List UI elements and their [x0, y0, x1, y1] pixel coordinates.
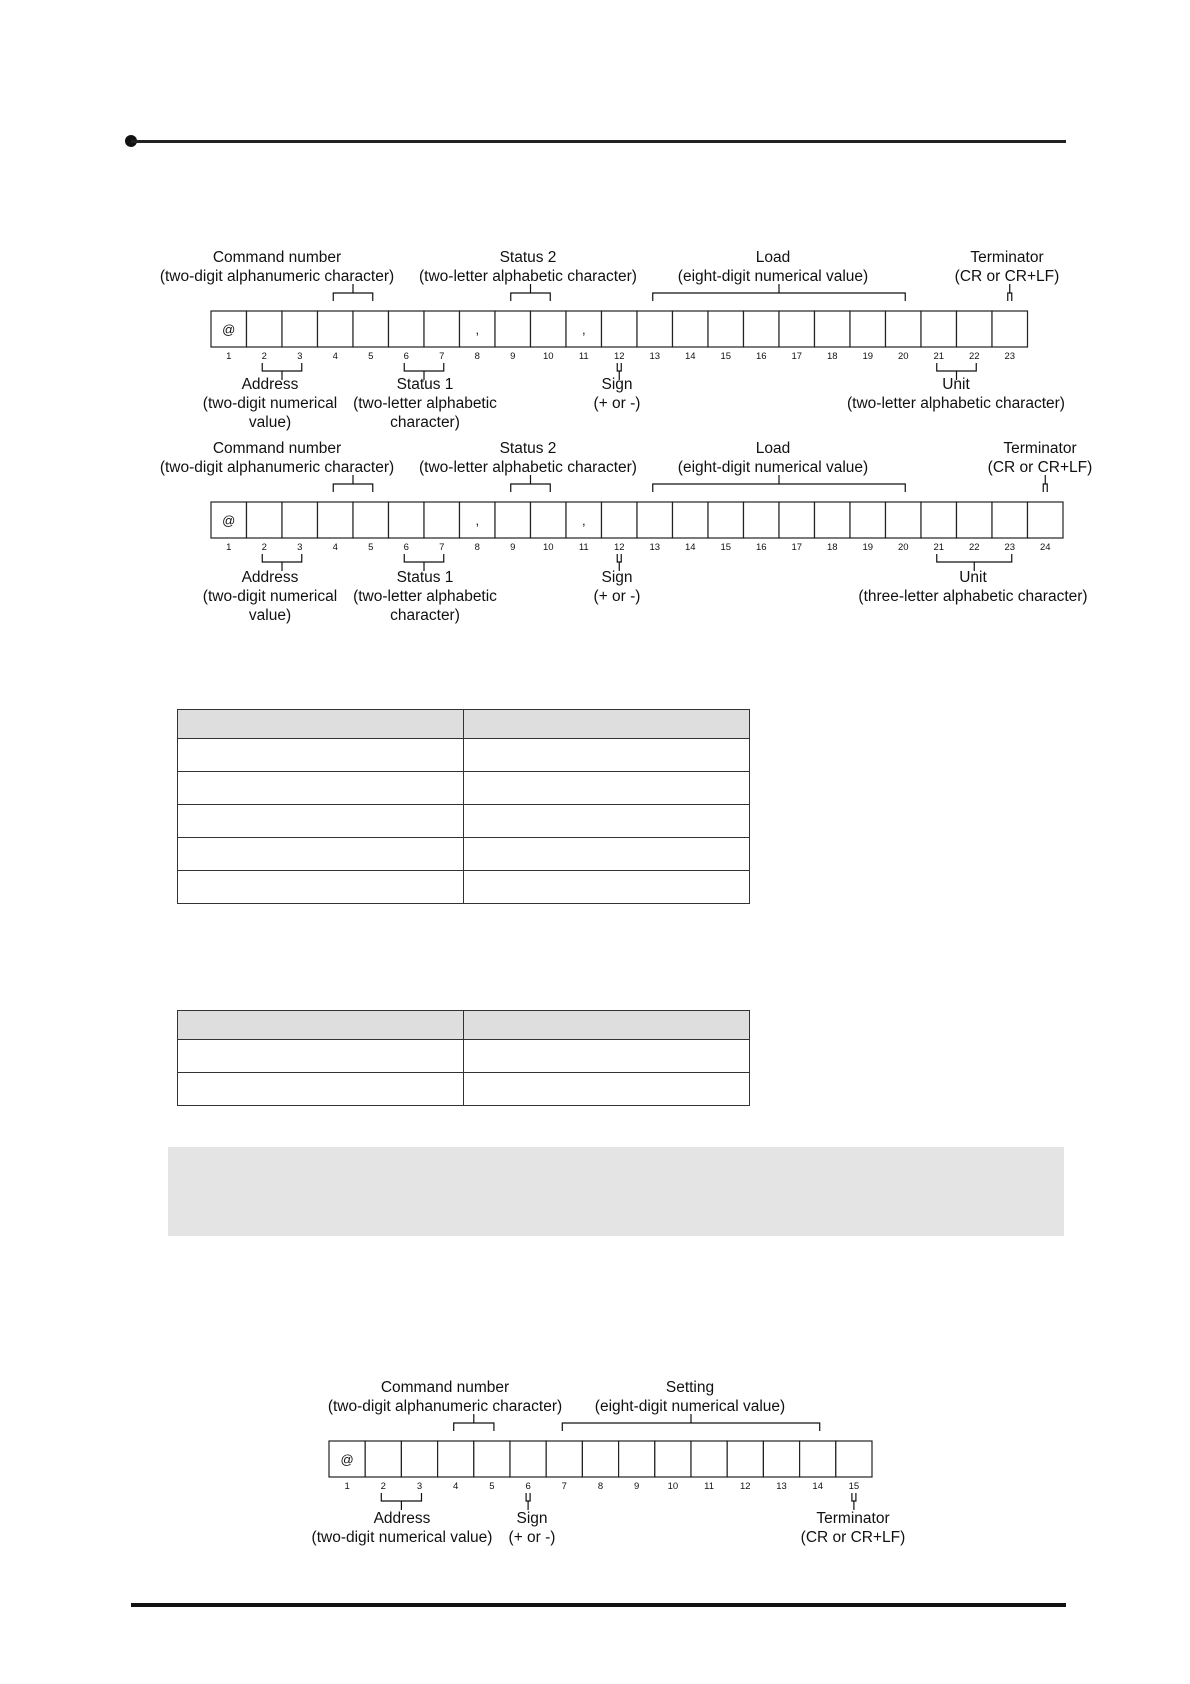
field-label: Command number — [380, 1379, 510, 1396]
field-label: Sign — [601, 569, 633, 586]
field-label: (two-digit alphanumeric character) — [159, 268, 395, 285]
field-label: (+ or -) — [593, 395, 641, 412]
position-number: 2 — [261, 351, 267, 362]
position-number: 7 — [439, 351, 445, 362]
position-number: 3 — [297, 542, 303, 553]
field-label: (two-digit alphanumeric character) — [159, 459, 395, 476]
field-label: (+ or -) — [593, 588, 641, 605]
position-number: 10 — [542, 351, 554, 362]
field-label: (two-letter alphabetic — [353, 588, 497, 605]
position-number: 7 — [439, 542, 445, 553]
position-number: 15 — [720, 351, 732, 362]
char-cell — [546, 1441, 582, 1477]
position-number: 21 — [933, 351, 945, 362]
position-number: 23 — [1004, 542, 1016, 553]
cell-character: , — [581, 322, 586, 337]
cell-character: @ — [222, 513, 236, 528]
char-cell — [727, 1441, 763, 1477]
field-label: (two-letter alphabetic — [353, 395, 497, 412]
position-number: 11 — [578, 542, 589, 553]
field-label: (two-letter alphabetic character) — [419, 459, 637, 476]
position-number: 4 — [332, 542, 338, 553]
position-number: 22 — [968, 351, 980, 362]
field-label: (two-digit alphanumeric character) — [327, 1398, 563, 1415]
position-number: 12 — [613, 351, 625, 362]
position-number: 4 — [453, 1481, 459, 1492]
char-cell — [582, 1441, 618, 1477]
position-number: 13 — [776, 1481, 787, 1492]
position-number: 2 — [380, 1481, 386, 1492]
position-number: 1 — [226, 351, 232, 362]
position-number: 8 — [474, 542, 480, 553]
field-label: Status 1 — [396, 569, 454, 586]
field-label: Status 2 — [499, 249, 557, 266]
position-number: 3 — [297, 351, 303, 362]
position-number: 17 — [791, 542, 803, 553]
field-label: (eight-digit numerical value) — [677, 459, 869, 476]
position-number: 23 — [1004, 351, 1016, 362]
position-number: 14 — [684, 351, 696, 362]
field-label: (two-digit numerical value) — [311, 1529, 493, 1546]
field-label: Setting — [665, 1379, 715, 1396]
cell-character: , — [475, 513, 480, 528]
char-cell — [474, 1441, 510, 1477]
position-number: 5 — [489, 1481, 495, 1492]
position-number: 6 — [525, 1481, 531, 1492]
position-number: 21 — [933, 542, 945, 553]
position-number: 10 — [542, 542, 554, 553]
field-label: Terminator — [970, 249, 1044, 266]
field-label: (eight-digit numerical value) — [677, 268, 869, 285]
char-cell — [401, 1441, 437, 1477]
field-bracket — [454, 1414, 494, 1431]
field-label: Terminator — [816, 1510, 890, 1527]
field-label: Address — [241, 569, 299, 586]
field-label: (CR or CR+LF) — [987, 459, 1093, 476]
position-number: 12 — [613, 542, 625, 553]
position-number: 9 — [510, 351, 516, 362]
char-cell — [800, 1441, 836, 1477]
position-number: 6 — [403, 351, 409, 362]
field-label: (CR or CR+LF) — [800, 1529, 906, 1546]
position-number: 24 — [1039, 542, 1051, 553]
field-label: (CR or CR+LF) — [954, 268, 1060, 285]
position-number: 2 — [261, 542, 267, 553]
char-cell — [655, 1441, 691, 1477]
position-number: 8 — [474, 351, 480, 362]
field-label: character) — [390, 607, 460, 624]
position-number: 15 — [720, 542, 732, 553]
position-number: 6 — [403, 542, 409, 553]
position-number: 7 — [561, 1481, 567, 1492]
char-cell — [691, 1441, 727, 1477]
position-number: 11 — [704, 1481, 715, 1492]
field-label: value) — [248, 607, 292, 624]
position-number: 4 — [332, 351, 338, 362]
field-label: Unit — [959, 569, 987, 586]
field-label: Address — [373, 1510, 431, 1527]
field-label: (two-digit numerical — [202, 588, 338, 605]
cell-character: @ — [340, 1452, 354, 1467]
char-cell — [763, 1441, 799, 1477]
field-label: Sign — [601, 376, 633, 393]
field-label: (two-letter alphabetic character) — [419, 268, 637, 285]
position-number: 19 — [862, 542, 874, 553]
field-label: Status 2 — [499, 440, 557, 457]
field-label: (eight-digit numerical value) — [594, 1398, 786, 1415]
cell-character: , — [475, 322, 480, 337]
field-label: Status 1 — [396, 376, 454, 393]
field-label: value) — [248, 414, 292, 431]
footer-rule — [131, 1603, 1066, 1607]
position-number: 22 — [968, 542, 980, 553]
position-number: 1 — [226, 542, 232, 553]
position-number: 1 — [344, 1481, 350, 1492]
position-number: 9 — [634, 1481, 640, 1492]
char-cell — [836, 1441, 872, 1477]
position-number: 12 — [740, 1481, 751, 1492]
position-number: 14 — [684, 542, 696, 553]
field-label: (two-letter alphabetic character) — [847, 395, 1065, 412]
char-cell — [510, 1441, 546, 1477]
field-label: (three-letter alphabetic character) — [858, 588, 1088, 605]
cell-character: @ — [222, 322, 236, 337]
position-number: 16 — [755, 542, 767, 553]
position-number: 13 — [649, 542, 661, 553]
position-number: 19 — [862, 351, 874, 362]
field-label: Load — [755, 440, 791, 457]
field-bracket — [852, 1493, 856, 1510]
char-cell — [619, 1441, 655, 1477]
position-number: 11 — [578, 351, 589, 362]
position-number: 15 — [848, 1481, 860, 1492]
position-number: 3 — [416, 1481, 423, 1492]
field-bracket — [562, 1414, 819, 1431]
field-bracket — [526, 1493, 530, 1510]
position-number: 13 — [649, 351, 661, 362]
position-number: 18 — [826, 351, 838, 362]
field-label: Load — [755, 249, 791, 266]
field-label: Unit — [942, 376, 970, 393]
field-label: (+ or -) — [508, 1529, 556, 1546]
field-label: Command number — [212, 440, 342, 457]
position-number: 20 — [897, 351, 909, 362]
position-number: 17 — [791, 351, 803, 362]
field-label: character) — [390, 414, 460, 431]
position-number: 14 — [812, 1481, 823, 1492]
char-cell — [365, 1441, 401, 1477]
field-label: Command number — [212, 249, 342, 266]
position-number: 18 — [826, 542, 838, 553]
field-label: Address — [241, 376, 299, 393]
position-number: 20 — [897, 542, 909, 553]
cell-character: , — [581, 513, 586, 528]
field-label: Sign — [516, 1510, 548, 1527]
position-number: 9 — [510, 542, 516, 553]
position-number: 8 — [597, 1481, 604, 1492]
field-bracket — [381, 1493, 421, 1510]
position-number: 10 — [667, 1481, 679, 1492]
field-label: Terminator — [1003, 440, 1077, 457]
position-number: 5 — [368, 351, 374, 362]
field-label: (two-digit numerical — [202, 395, 338, 412]
char-cell — [438, 1441, 474, 1477]
position-number: 5 — [368, 542, 374, 553]
position-number: 16 — [755, 351, 767, 362]
